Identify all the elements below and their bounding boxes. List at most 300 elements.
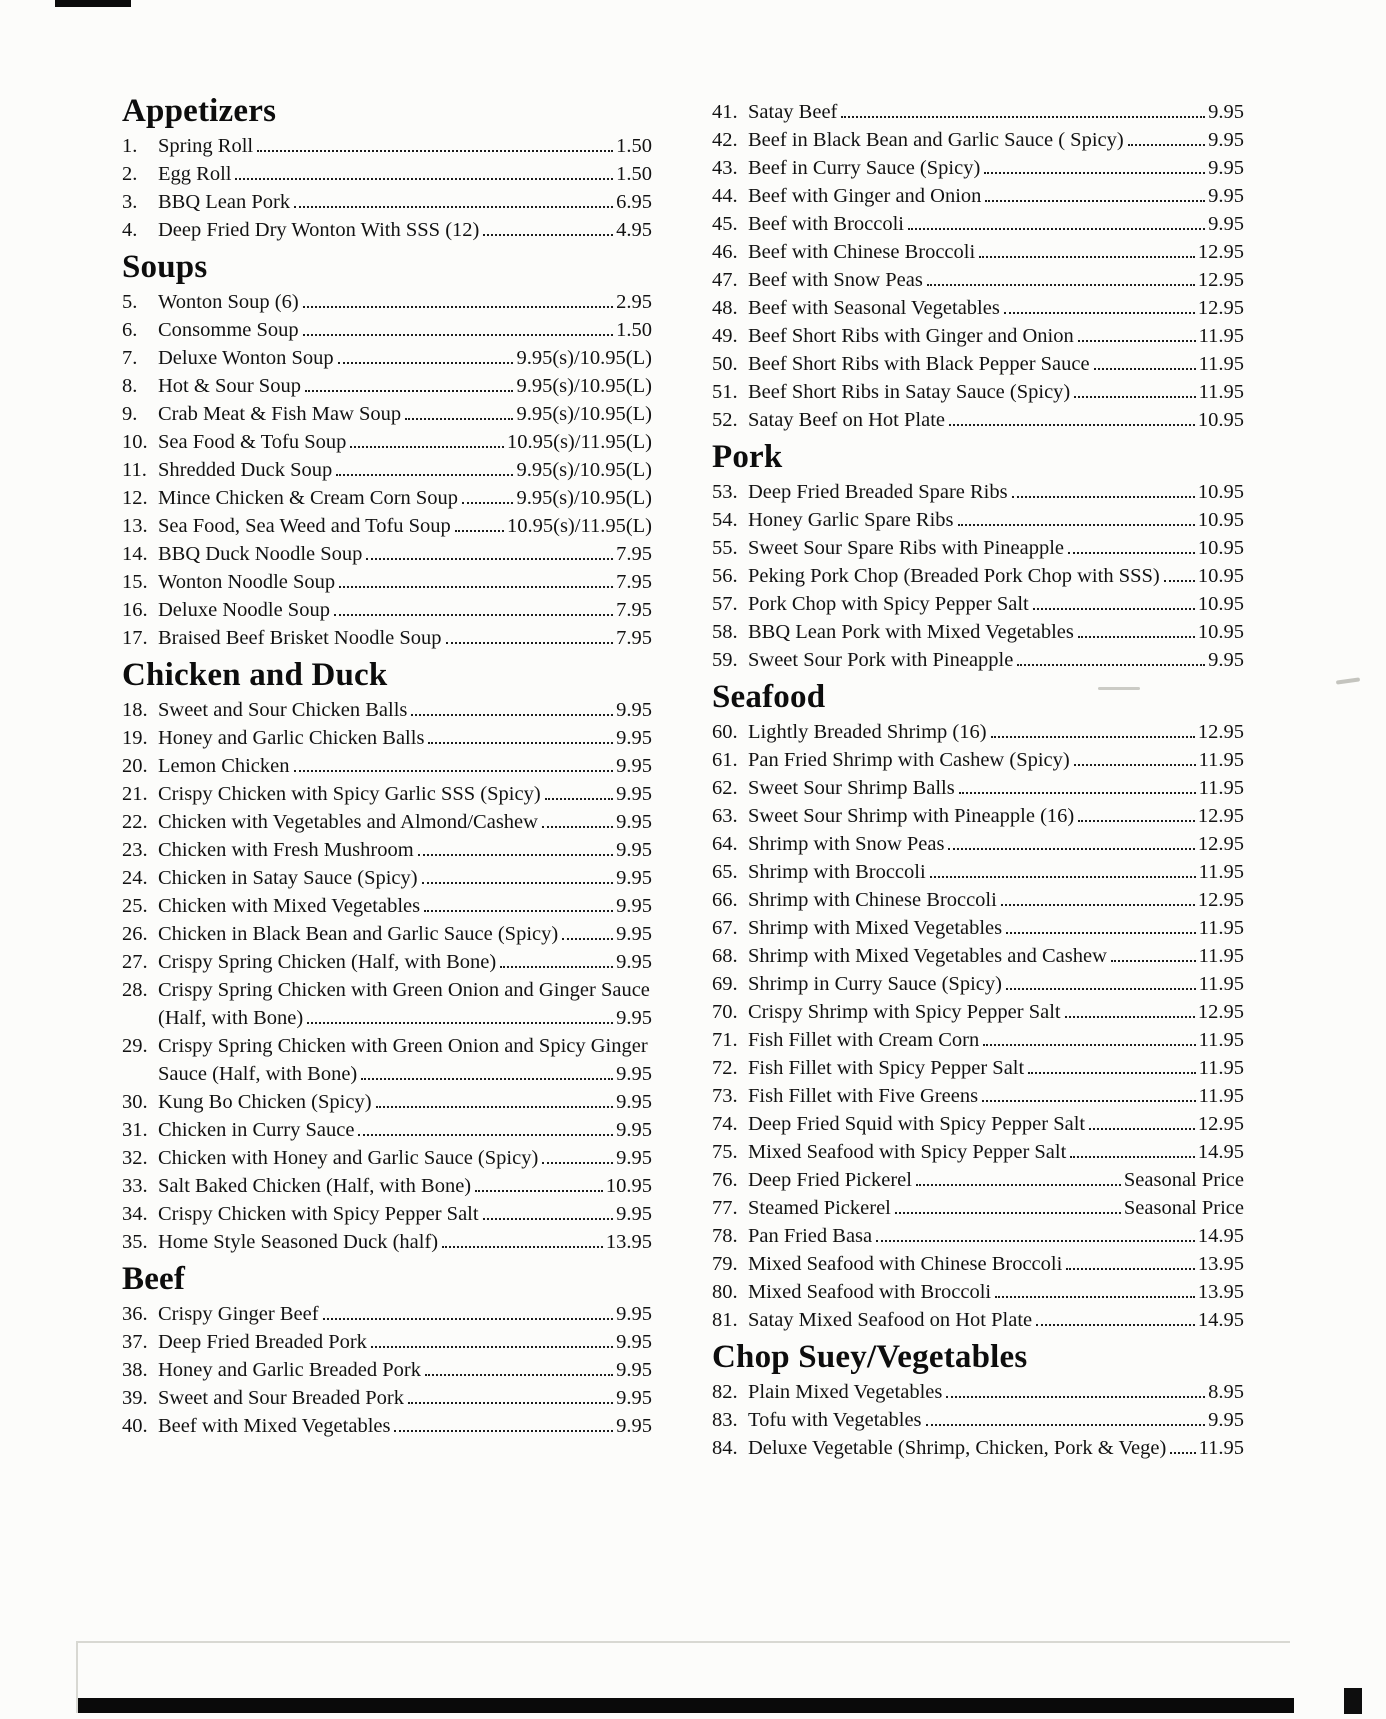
dot-leader [927,284,1195,286]
item-name: Sweet Sour Pork with Pineapple [748,649,1014,671]
item-name: Plain Mixed Vegetables [748,1381,943,1403]
item-name: Fish Fillet with Five Greens [748,1085,979,1107]
dot-leader [500,966,613,968]
dot-leader [1012,496,1195,498]
menu-item-row [122,1200,652,1228]
item-number: 62. [712,777,738,799]
item-number: 75. [712,1141,738,1163]
menu-item-row [122,372,652,400]
dot-leader [361,1078,613,1080]
item-name: Chicken with Vegetables and Almond/Cashew [158,811,538,833]
item-number: 34. [122,1203,148,1225]
item-price: 9.95 [616,1091,652,1113]
menu-item-row [712,746,1244,774]
section-title: Beef [122,1261,186,1297]
scan-artifact-top-dash [55,0,131,7]
dot-leader [462,502,513,504]
item-name: Sweet Sour Shrimp with Pineapple (16) [748,805,1075,827]
item-name: Satay Beef [748,101,838,123]
menu-item-row [712,1166,1244,1194]
item-price: 12.95 [1197,269,1244,291]
item-name: Deep Fried Breaded Pork [158,1331,367,1353]
item-number: 57. [712,593,738,615]
item-number: 22. [122,811,148,833]
section-title: Seafood [712,679,826,715]
item-name: Lemon Chicken [158,755,290,777]
dot-leader [338,362,514,364]
menu-item-row [712,1434,1244,1462]
dot-leader [418,854,613,856]
item-number: 81. [712,1309,738,1331]
menu-item-row [122,836,652,864]
item-number: 47. [712,269,738,291]
menu-item-row [712,562,1244,590]
item-name: Crab Meat & Fish Maw Soup [158,403,402,425]
item-name: Honey and Garlic Chicken Balls [158,727,425,749]
menu-item-row [712,590,1244,618]
dot-leader [1074,396,1195,398]
dot-leader [946,1396,1205,1398]
dot-leader [1006,988,1196,990]
item-name: Mixed Seafood with Spicy Pepper Salt [748,1141,1067,1163]
menu-item-row [712,914,1244,942]
item-name: (Half, with Bone) [158,1007,304,1029]
item-name: Lightly Breaded Shrimp (16) [748,721,987,743]
item-number: 49. [712,325,738,347]
menu-item-row [712,1222,1244,1250]
scan-artifact-page-edge-horizontal [78,1641,1290,1643]
menu-item-row [122,540,652,568]
menu-item-row [712,802,1244,830]
dot-leader [428,742,613,744]
item-price: 12.95 [1197,833,1244,855]
menu-item-row [122,1300,652,1328]
item-price: 11.95 [1198,1085,1244,1107]
item-number: 24. [122,867,148,889]
item-number: 84. [712,1437,738,1459]
dot-leader [446,642,614,644]
dot-leader [405,418,513,420]
dot-leader [542,826,613,828]
dot-leader [1001,904,1195,906]
item-price: 10.95 [1197,409,1244,431]
dot-leader [984,172,1205,174]
item-number: 60. [712,721,738,743]
menu-column-left [122,88,652,1462]
item-price: 10.95 [605,1175,652,1197]
item-price: 9.95 [1208,185,1244,207]
item-name: Satay Mixed Seafood on Hot Plate [748,1309,1033,1331]
dot-leader [1089,1128,1195,1130]
item-number: 1. [122,135,138,157]
item-number: 11. [122,459,147,481]
menu-item-row [712,1378,1244,1406]
item-number: 42. [712,129,738,151]
dot-leader [1068,552,1195,554]
item-price: 9.95 [1208,157,1244,179]
item-price: 9.95 [1208,213,1244,235]
item-price: 10.95(s)/11.95(L) [507,515,652,537]
item-price: 13.95 [1197,1253,1244,1275]
item-name: Shrimp with Broccoli [748,861,926,883]
dot-leader [1170,1452,1195,1454]
item-price: 6.95 [616,191,652,213]
item-name: Deluxe Vegetable (Shrimp, Chicken, Pork & Vege) [748,1437,1167,1459]
item-number: 26. [122,923,148,945]
section-title: Chicken and Duck [122,657,388,693]
item-number: 74. [712,1113,738,1135]
menu-item-row [712,830,1244,858]
item-price: 11.95 [1198,1057,1244,1079]
item-name: Chicken in Satay Sauce (Spicy) [158,867,418,889]
menu-item-row [712,774,1244,802]
item-price: 10.95 [1197,481,1244,503]
item-price: 9.95 [616,699,652,721]
dot-leader [1065,1016,1195,1018]
item-number: 4. [122,219,138,241]
item-price: 11.95 [1198,861,1244,883]
item-name: Fish Fillet with Cream Corn [748,1029,980,1051]
item-name: Beef with Chinese Broccoli [748,241,976,263]
dot-leader [336,474,513,476]
menu-item-row [122,724,652,752]
menu-item-row [122,512,652,540]
menu-item-row [122,1172,652,1200]
item-number: 71. [712,1029,738,1051]
item-price: 12.95 [1197,1113,1244,1135]
item-price: 9.95 [616,1119,652,1141]
dot-leader [425,1374,613,1376]
item-name: Mixed Seafood with Broccoli [748,1281,992,1303]
item-name: Shredded Duck Soup [158,459,333,481]
item-number: 27. [122,951,148,973]
dot-leader [958,524,1195,526]
item-name: BBQ Lean Pork [158,191,291,213]
item-name: Beef with Broccoli [748,213,904,235]
item-price: 9.95 [1208,1409,1244,1431]
menu-item-row [122,864,652,892]
item-number: 51. [712,381,738,403]
dot-leader [323,1318,614,1320]
item-number: 14. [122,543,148,565]
menu-item-row [712,238,1244,266]
item-number: 54. [712,509,738,531]
menu-item-row [712,1110,1244,1138]
dot-leader [545,798,613,800]
menu-item-row [122,1384,652,1412]
menu-item-row [712,1026,1244,1054]
dot-leader [394,1430,613,1432]
menu-item-row [712,350,1244,378]
dot-leader [257,150,613,152]
item-name: Spring Roll [158,135,254,157]
item-name: Salt Baked Chicken (Half, with Bone) [158,1175,472,1197]
item-name: Crispy Chicken with Spicy Pepper Salt [158,1203,479,1225]
item-name: Honey Garlic Spare Ribs [748,509,954,531]
dot-leader [303,306,613,308]
dot-leader [982,1100,1196,1102]
item-number: 65. [712,861,738,883]
menu-item-row [712,1082,1244,1110]
dot-leader [985,200,1205,202]
menu-item-row [122,160,652,188]
item-name: Shrimp with Chinese Broccoli [748,889,997,911]
item-name: Deep Fried Breaded Spare Ribs [748,481,1008,503]
dot-leader [979,256,1195,258]
menu-item-row [712,1194,1244,1222]
scan-artifact-smudge [1098,687,1140,690]
menu-item-row [122,596,652,624]
item-price: 9.95 [616,1303,652,1325]
item-number: 33. [122,1175,148,1197]
item-price: 11.95 [1198,749,1244,771]
item-price: 9.95 [616,1331,652,1353]
section-title: Soups [122,249,208,285]
item-name: Chicken in Black Bean and Garlic Sauce (Spicy) [158,923,559,945]
scan-artifact-bottom-tick [1344,1688,1362,1714]
item-number: 52. [712,409,738,431]
item-price: 9.95 [616,951,652,973]
item-number: 58. [712,621,738,643]
item-number: 15. [122,571,148,593]
item-number: 77. [712,1197,738,1219]
menu-item-row [122,920,652,948]
item-number: 28. [122,979,148,1001]
dot-leader [949,424,1195,426]
dot-leader [1094,368,1196,370]
item-name: Pork Chop with Spicy Pepper Salt [748,593,1029,615]
item-number: 3. [122,191,138,213]
menu-item-row [712,126,1244,154]
item-price: 8.95 [1208,1381,1244,1403]
menu-item-row [122,976,652,1004]
item-name: Deluxe Noodle Soup [158,599,330,621]
menu-item-row [122,344,652,372]
menu-item-row [712,98,1244,126]
item-price: 9.95(s)/10.95(L) [516,487,652,509]
item-number: 48. [712,297,738,319]
item-price: 11.95 [1198,325,1244,347]
menu-item-row [122,1116,652,1144]
dot-leader [876,1240,1195,1242]
dot-leader [948,848,1194,850]
item-price: 11.95 [1198,917,1244,939]
item-name: Beef with Mixed Vegetables [158,1415,391,1437]
item-name: Home Style Seasoned Duck (half) [158,1231,439,1253]
item-price: 9.95 [616,839,652,861]
menu-item-row [122,624,652,652]
item-number: 76. [712,1169,738,1191]
item-number: 2. [122,163,138,185]
item-name: Egg Roll [158,163,232,185]
dot-leader [1070,1156,1195,1158]
dot-leader [1066,1268,1195,1270]
dot-leader [1111,960,1196,962]
item-number: 5. [122,291,138,313]
dot-leader [908,228,1205,230]
scan-artifact-bottom-bar [78,1698,1294,1713]
item-name: Deep Fried Pickerel [748,1169,912,1191]
section-title: Chop Suey/Vegetables [712,1339,1028,1375]
item-number: 73. [712,1085,738,1107]
dot-leader [371,1346,613,1348]
menu-item-row [122,484,652,512]
menu-item-row [712,1278,1244,1306]
menu-item-row [712,1250,1244,1278]
menu-item-row [712,1306,1244,1334]
dot-leader [307,1022,613,1024]
item-price: 11.95 [1198,1437,1244,1459]
item-name: Kung Bo Chicken (Spicy) [158,1091,372,1113]
item-price: Seasonal Price [1123,1197,1244,1219]
item-price: 12.95 [1197,241,1244,263]
menu-item-row [122,188,652,216]
item-price: 10.95 [1197,565,1244,587]
section-title: Pork [712,439,783,475]
item-number: 78. [712,1225,738,1247]
item-price: 7.95 [616,571,652,593]
item-number: 68. [712,945,738,967]
item-number: 32. [122,1147,148,1169]
item-name: Chicken in Curry Sauce [158,1119,355,1141]
menu-item-row [712,998,1244,1026]
item-name: Pan Fried Shrimp with Cashew (Spicy) [748,749,1070,771]
dot-leader [483,1218,614,1220]
item-name: Crispy Shrimp with Spicy Pepper Salt [748,1001,1061,1023]
item-price: 9.95(s)/10.95(L) [516,347,652,369]
item-name: Crispy Spring Chicken (Half, with Bone) [158,951,497,973]
item-name: Sweet and Sour Breaded Pork [158,1387,404,1409]
item-number: 6. [122,319,138,341]
dot-leader [408,1402,613,1404]
item-price: 14.95 [1197,1225,1244,1247]
item-number: 38. [122,1359,148,1381]
item-price: 9.95 [616,1063,652,1085]
dot-leader [334,614,613,616]
dot-leader [1017,664,1205,666]
menu-item-row [122,696,652,724]
item-name: Shrimp with Mixed Vegetables and Cashew [748,945,1107,967]
item-price: 11.95 [1198,945,1244,967]
menu-item-row [712,718,1244,746]
menu-item-row [122,132,652,160]
menu-columns [122,88,1244,1462]
item-number: 41. [712,101,738,123]
dot-leader [422,882,614,884]
item-price: 10.95(s)/11.95(L) [507,431,652,453]
item-name: Braised Beef Brisket Noodle Soup [158,627,442,649]
dot-leader [983,1044,1195,1046]
menu-item-row [712,534,1244,562]
scan-artifact-smudge [1336,677,1360,684]
section-title: Appetizers [122,93,277,129]
item-number: 31. [122,1119,148,1141]
menu-item-row [122,780,652,808]
item-name: Consomme Soup [158,319,299,341]
dot-leader [1164,580,1195,582]
item-price: 14.95 [1197,1309,1244,1331]
item-number: 23. [122,839,148,861]
item-name: Chicken with Fresh Mushroom [158,839,414,861]
item-name: Sauce (Half, with Bone) [158,1063,358,1085]
item-price: 9.95 [1208,129,1244,151]
dot-leader [411,714,613,716]
menu-item-row [712,506,1244,534]
menu-item-row [122,456,652,484]
item-name: Crispy Spring Chicken with Green Onion and Spicy Ginger [158,1035,648,1057]
menu-item-row [122,1412,652,1440]
item-number: 21. [122,783,148,805]
item-price: 7.95 [616,599,652,621]
item-price: 1.50 [616,135,652,157]
item-price: 1.50 [616,163,652,185]
item-number: 69. [712,973,738,995]
dot-leader [1128,144,1205,146]
menu-item-row [122,808,652,836]
item-price: 10.95 [1197,621,1244,643]
item-name: Beef in Black Bean and Garlic Sauce ( Spicy) [748,129,1124,151]
item-number: 44. [712,185,738,207]
item-name: Shrimp with Snow Peas [748,833,945,855]
item-number: 40. [122,1415,148,1437]
dot-leader [358,1134,613,1136]
dot-leader [959,792,1196,794]
item-number: 46. [712,241,738,263]
item-name: Wonton Soup (6) [158,291,299,313]
item-price: 9.95 [616,895,652,917]
menu-item-row [712,1406,1244,1434]
dot-leader [305,390,514,392]
dot-leader [455,530,504,532]
item-name: Beef with Seasonal Vegetables [748,297,1000,319]
item-number: 30. [122,1091,148,1113]
item-number: 66. [712,889,738,911]
menu-item-row [122,1328,652,1356]
menu-item-row [712,322,1244,350]
dot-leader [475,1190,603,1192]
item-number: 55. [712,537,738,559]
item-name: Beef with Ginger and Onion [748,185,982,207]
item-name: Sweet Sour Shrimp Balls [748,777,955,799]
item-number: 19. [122,727,148,749]
menu-item-row [122,400,652,428]
dot-leader [1036,1324,1195,1326]
item-number: 59. [712,649,738,671]
item-name: Beef Short Ribs in Satay Sauce (Spicy) [748,381,1071,403]
item-price: 10.95 [1197,509,1244,531]
menu-item-row [122,428,652,456]
item-price: 9.95 [616,755,652,777]
item-price: 10.95 [1197,593,1244,615]
dot-leader [916,1184,1121,1186]
menu-item-row [712,210,1244,238]
item-name: Shrimp in Curry Sauce (Spicy) [748,973,1002,995]
menu-item-row [712,406,1244,434]
menu-item-row [122,752,652,780]
item-price: 7.95 [616,543,652,565]
item-name: Pan Fried Basa [748,1225,873,1247]
item-number: 53. [712,481,738,503]
dot-leader [542,1162,613,1164]
menu-item-row [712,646,1244,674]
dot-leader [366,558,613,560]
dot-leader [483,234,613,236]
item-number: 64. [712,833,738,855]
dot-leader [991,736,1195,738]
menu-item-row [122,216,652,244]
menu-item-row [712,378,1244,406]
dot-leader [1078,820,1195,822]
